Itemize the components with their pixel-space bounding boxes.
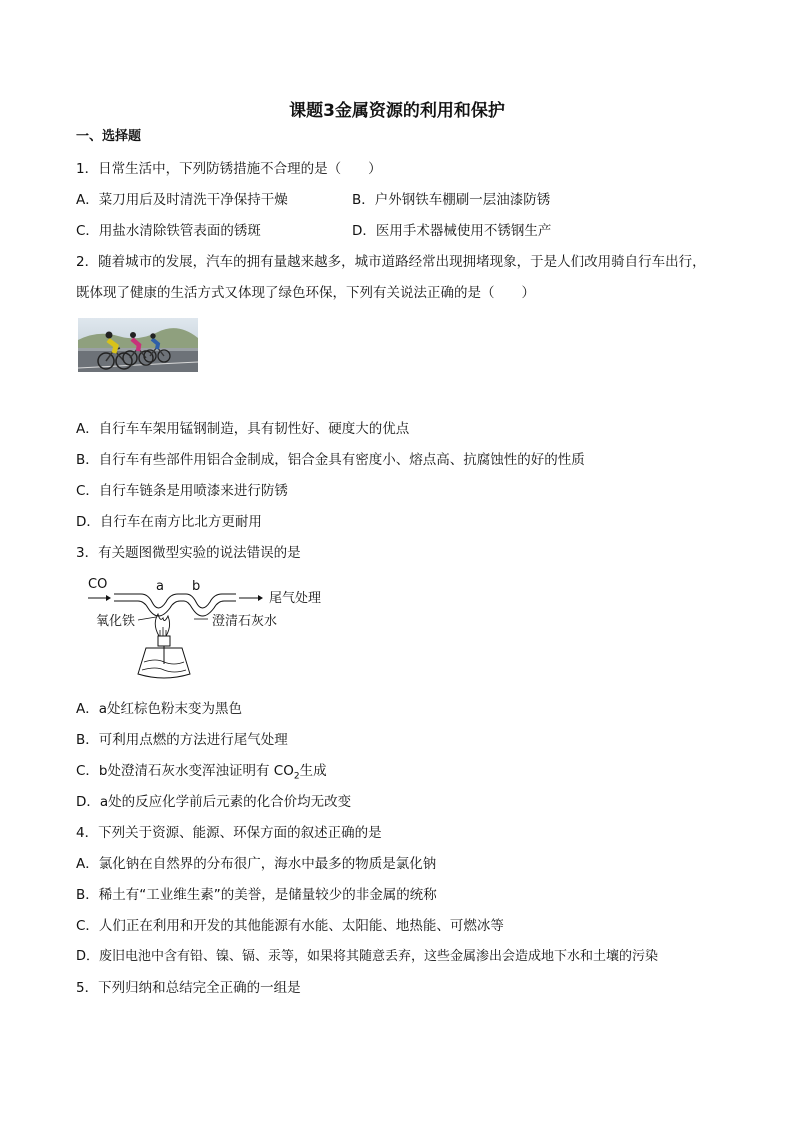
section-heading: 一、选择题 <box>76 129 142 144</box>
question-2-option-b: B．自行车有些部件用铝合金制成，铝合金具有密度小、熔点高、抗腐蚀性的好的性质 <box>76 452 585 468</box>
question-2-stem-line-2: 既体现了健康的生活方式又体现了绿色环保，下列有关说法正确的是（ ） <box>76 285 535 301</box>
question-2-option-d: D．自行车在南方比北方更耐用 <box>76 514 262 530</box>
question-1-option-b: B．户外钢铁车棚刷一层油漆防锈 <box>352 192 551 208</box>
diagram-label-limewater: 澄清石灰水 <box>212 614 278 629</box>
question-4-option-c: C．人们正在利用和开发的其他能源有水能、太阳能、地热能、可燃冰等 <box>76 918 504 934</box>
question-5-stem: 5．下列归纳和总结完全正确的一组是 <box>76 980 301 996</box>
question-3-option-b: B．可利用点燃的方法进行尾气处理 <box>76 732 288 748</box>
page-title: 课题3金属资源的利用和保护 <box>289 101 505 121</box>
question-1-stem: 1．日常生活中，下列防锈措施不合理的是（ ） <box>76 161 382 177</box>
question-2-option-a: A．自行车车架用锰钢制造，具有韧性好、硬度大的优点 <box>76 421 410 437</box>
question-4-option-b: B．稀土有“工业维生素”的美誉，是储量较少的非金属的统称 <box>76 887 437 903</box>
question-4-option-a: A．氯化钠在自然界的分布很广，海水中最多的物质是氯化钠 <box>76 856 437 872</box>
diagram-label-co: CO <box>88 577 108 592</box>
question-3-stem: 3．有关题图微型实验的说法错误的是 <box>76 545 301 561</box>
diagram-label-a: a <box>156 579 164 594</box>
question-1-option-c: C．用盐水清除铁管表面的锈斑 <box>76 223 261 239</box>
question-3-option-a: A．a处红棕色粉末变为黑色 <box>76 701 243 717</box>
diagram-label-b: b <box>192 579 201 594</box>
question-1-option-d: D．医用手术器械使用不锈钢生产 <box>352 223 552 239</box>
question-4-stem: 4．下列关于资源、能源、环保方面的叙述正确的是 <box>76 825 382 841</box>
question-3-option-c: C．b处澄清石灰水变浑浊证明有 $CO_2$生成 <box>76 763 327 782</box>
question-2-option-c: C．自行车链条是用喷漆来进行防锈 <box>76 483 288 499</box>
question-1-option-a: A．菜刀用后及时清洗干净保持干燥 <box>76 192 288 208</box>
cyclists-photo <box>78 318 198 372</box>
experiment-diagram <box>86 574 346 688</box>
diagram-label-tail-gas: 尾气处理 <box>269 591 322 606</box>
question-3-option-d: D．a处的反应化学前后元素的化合价均无改变 <box>76 794 352 810</box>
question-4-option-d: D．废旧电池中含有铅、镍、镉、汞等，如果将其随意丢弃，这些金属渗出会造成地下水和土壤的污染 <box>76 949 659 964</box>
question-2-stem-line-1: 2．随着城市的发展，汽车的拥有量越来越多，城市道路经常出现拥堵现象，于是人们改用骑自行车出行， <box>76 254 706 270</box>
diagram-label-iron-oxide: 氧化铁 <box>96 614 136 629</box>
